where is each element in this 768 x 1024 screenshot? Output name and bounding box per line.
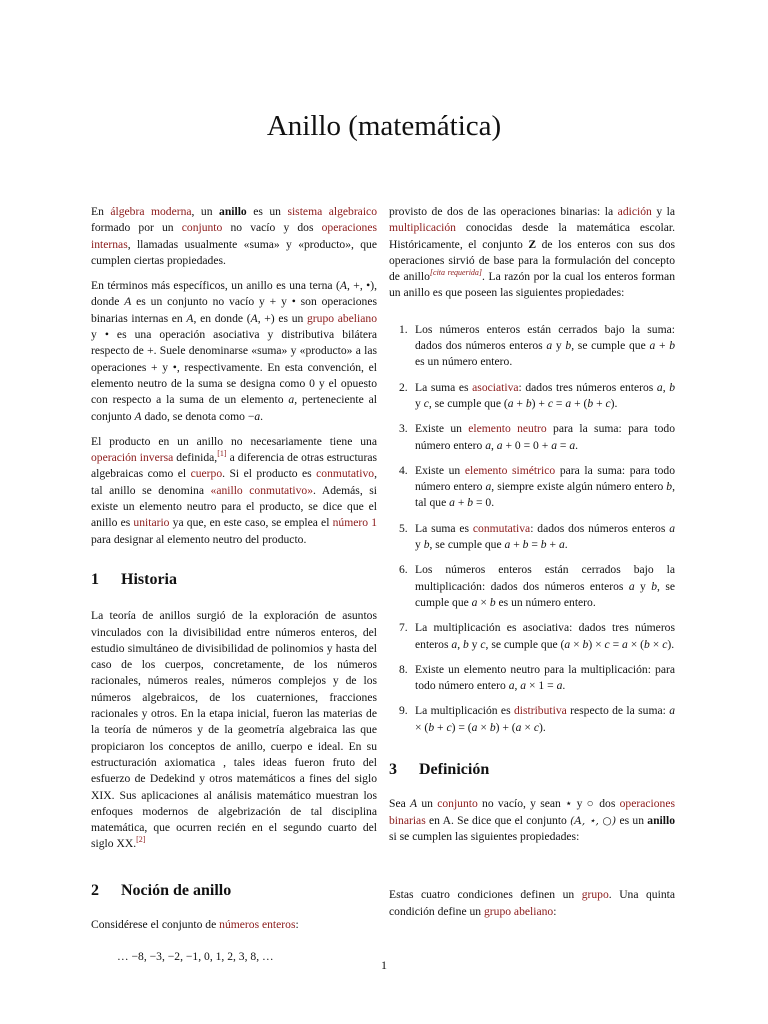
text-run: + [454,496,468,510]
text-run: ya que, en este caso, se emplea el [169,516,333,530]
math-variable: b [525,396,532,410]
text-run: es un conjunto no vacío y + y • son operaciones binarias internas en [91,295,377,325]
math-variable: b [462,637,469,651]
formula: (A, ⋆, ○) [570,814,617,827]
text-run: si se cumplen las siguientes propiedades: [389,829,580,843]
text-run: = 0. [473,496,495,510]
text-run: ) + [531,396,548,410]
text-run: respecto de la suma: [566,704,670,718]
text-run: × [477,720,490,734]
text-run: , se cumple que ( [428,396,508,410]
inline-link[interactable]: grupo [581,888,609,902]
text-run: . [562,679,566,693]
property-item [389,463,675,512]
math-variable: c [604,637,610,651]
property-item [389,521,675,554]
text-run: : dados tres números enteros [518,380,657,394]
inline-link[interactable]: unitario [133,516,170,530]
historia-text: La teoría de anillos surgió de la exploración de asuntos vinculados con la divisibilidad entre números enteros, del estudio simultáneo de divisibilidad de polinomios y hasta del caso de los cuerpos, concretamente, de los números racionales, números reales, números complejos y de los números algebraicos, de los cuaterniones, fracciones racionales y otros. En la etapa inicial, fueron las materias de la teoría de números y de la geometría algebraica las que propiciaron los conceptos de anillo, cuerpo e ideal. En su estructuración axiomatica , tales ideas fueron fruto del esfuerzo de Dedekind y otros matemáticos a fines del siglo XIX. Sus aplicaciones al análisis matemático muestran los enfoques modernos de algebrización de tal disciplina matemática, que ocurren recién en el segundo cuarto del siglo XX. [91,609,377,851]
math-variable: A [339,279,347,293]
right-column [389,204,675,929]
text-run: + [513,396,526,410]
text-run: = [528,538,541,552]
text-run: de los enteros con sus dos operaciones sirvió de base para la formulación del concepto de anillo [389,237,675,284]
inline-link[interactable]: distributiva [513,704,567,718]
property-number: 2. [399,380,408,394]
math-variable: b [423,538,430,552]
text-run: es un número entero. [415,355,513,369]
math-variable: A [134,409,142,423]
text-run: provisto de dos de las operaciones binarias: la [389,205,618,218]
math-variable: a [551,438,557,452]
math-variable: c [605,396,611,410]
text-run: : dados dos números enteros [530,521,670,535]
math-variable: b [587,396,594,410]
text-run: ). [667,637,675,651]
math-variable: A [410,797,418,811]
math-variable: a [649,339,656,353]
math-variable: a [564,637,571,651]
inline-link[interactable]: operaciones internas [91,221,377,251]
section-title: Noción de anillo [121,881,232,899]
property-number: 3. [399,422,408,436]
text-run: , se cumple que [415,579,675,609]
text-run: = [553,396,566,410]
inline-link[interactable]: multiplicación [389,221,456,235]
right-intro-paragraph [389,204,675,302]
math-variable: b [489,595,496,609]
math-variable: b [540,538,547,552]
text-run: ) = ( [451,720,472,734]
ref-link[interactable]: [1] [217,449,227,459]
text-run: : [295,917,299,931]
text-run: Sea [389,797,410,811]
math-variable: A [124,295,132,309]
text-run: La suma es [415,521,473,535]
math-variable: b [666,480,673,494]
property-item [389,703,675,736]
text-run: × 1 = [526,679,557,693]
math-variable: a [451,637,458,651]
section-number: 3 [389,761,397,779]
math-variable: c [662,637,668,651]
intro-paragraph-1 [91,204,377,269]
inline-link[interactable]: elemento simétrico [464,463,556,477]
property-item [389,662,675,695]
inline-link[interactable]: cuerpo [190,467,223,481]
math-variable: a [504,538,511,552]
inline-link[interactable]: sistema algebraico [287,205,377,218]
math-variable: a [546,339,553,353]
property-number: 6. [399,563,408,577]
text-run: para designar al elemento neutro del producto. [91,532,307,546]
ref-link-2[interactable]: [2] [136,835,146,845]
text-run: y [634,579,652,593]
text-run: × [477,595,490,609]
nocion-intro [91,917,377,933]
text-run: Los números enteros están cerrados bajo la multiplicación: dados dos números enteros [415,563,675,593]
intro-paragraph-2 [91,278,377,425]
math-variable: c [446,720,452,734]
inline-link[interactable]: elemento neutro [468,422,547,436]
property-number: 1. [399,322,408,336]
bold-term: Z [528,237,537,251]
text-run: = [609,637,623,651]
math-variable: a [471,720,478,734]
text-run: En [91,205,111,218]
math-variable: a [485,480,492,494]
math-variable: a [565,396,572,410]
inline-link[interactable]: grupo abeliano [306,311,377,325]
text-run: Considérese el conjunto de [91,917,220,931]
inline-link[interactable]: números enteros [219,917,296,931]
math-variable: a [622,637,628,651]
math-variable: a [471,595,478,609]
text-run: y [552,339,566,353]
section-title: Definición [419,761,490,779]
math-variable: b [467,496,474,510]
inline-link[interactable]: conjunto [181,221,223,235]
math-variable: b [669,380,675,394]
text-run: en A. Se dice que el conjunto [425,813,571,827]
math-variable: a [656,380,663,394]
text-run: Existe un [415,463,465,477]
math-variable: a [556,679,563,693]
text-run: . La razón por la cual los enteros forman un anillo es que poseen las siguientes propiedades: [389,270,675,300]
citation-needed-link[interactable]: [cita requerida] [429,268,483,278]
text-run: + 0 = 0 + [502,438,552,452]
definicion-conclusion [389,887,675,920]
inline-link[interactable]: conjunto [437,797,478,811]
math-variable: a [558,538,565,552]
section-number: 1 [91,570,99,588]
text-run: + [434,720,447,734]
text-run: , [457,637,463,651]
math-variable: a [449,496,455,510]
property-number: 4. [399,463,408,477]
text-run: y [415,396,424,410]
text-run: , [662,380,670,394]
inline-link[interactable]: operación inversa [91,451,174,465]
section-heading-definicion [389,762,675,778]
math-variable: a [507,396,514,410]
math-variable: a [569,438,576,452]
text-run: En términos más específicos, un anillo es una terna ( [91,279,340,293]
text-run: para la suma: para todo número entero [415,463,675,494]
text-run: formado por un [91,221,182,235]
text-run: × ( [415,720,429,734]
text-run: + [655,339,670,353]
intro-paragraph-3 [91,434,377,548]
inline-link[interactable]: conmutativo [316,467,375,481]
math-variable: a [508,679,515,693]
math-variable: b [565,339,572,353]
text-run: y [468,637,481,651]
math-variable: A [250,311,258,325]
math-variable: b [522,538,529,552]
math-variable: b [669,339,675,353]
math-variable: a [669,521,675,535]
math-variable: b [582,637,589,651]
text-run: × ( [627,637,645,651]
text-run: , +, •), donde [91,279,377,309]
text-run: El producto en un anillo no necesariamente tiene una [91,434,377,448]
property-item [389,562,675,611]
definicion-paragraph [389,796,675,845]
text-run: es un [616,813,648,827]
page-title: Anillo (matemática) [266,110,502,142]
text-run: + ( [571,396,588,410]
text-run: Los números enteros están cerrados bajo la suma: dados dos números enteros [415,322,675,353]
property-item [389,421,675,454]
text-run: es un número entero. [495,595,596,609]
math-variable: a [520,679,527,693]
text-run: a diferencia de otras estructuras algebraicas como el [91,451,377,481]
text-run: Estas cuatro condiciones definen un [389,888,582,902]
math-variable: c [547,396,554,410]
text-run: , tal que [415,480,675,510]
text-run: . Si el producto es [222,467,317,481]
property-item [389,322,675,371]
math-variable: a [515,720,522,734]
text-run: . Además, si existe un elemento neutro para el producto, se dice que el anillo es [91,483,377,530]
inline-link[interactable]: número 1 [332,516,377,530]
left-column [91,204,377,975]
text-run: , [514,679,521,693]
math-variable: b [428,720,435,734]
text-run: La multiplicación es [415,704,514,718]
text-run: , en donde ( [193,311,251,325]
text-run: dado, se denota como − [141,409,255,423]
text-run: , +) es un [257,311,307,325]
inline-link[interactable]: adición [617,205,652,218]
text-run: + [593,396,606,410]
text-run: Existe un [415,422,469,436]
text-run: , llamadas usualmente «suma» y «producto», que cumplen ciertas propiedades. [91,237,377,267]
text-run: = [556,438,570,452]
math-variable: a [496,438,503,452]
text-run: + [546,538,559,552]
math-variable: c [423,396,429,410]
text-run: × [570,637,583,651]
text-run: ) + ( [495,720,516,734]
properties-list [389,322,675,736]
text-run: y • es una operación asociativa y distributiva bilátera respecto de +. Suele denominarse «suma» y «producto» a las operaciones + y •, respectivamente. En esta convención, el elemento neutro de la suma se designa como 0 y el opuesto con respecto a la suma de un elemento [91,328,377,407]
property-number: 8. [399,662,408,676]
text-run: . [575,438,579,452]
text-run: + [510,538,523,552]
text-run: : [553,904,557,918]
text-run: . [260,409,264,423]
math-variable: a [485,438,491,452]
text-run: , perteneciente al conjunto [91,393,377,423]
text-run: ). [610,396,618,410]
section-title: Historia [121,570,177,588]
property-number: 9. [399,704,408,718]
historia-paragraph [91,608,377,852]
bold-term: anillo [219,205,247,218]
property-number: 7. [399,621,408,635]
math-variable: b [651,579,658,593]
section-number: 2 [91,881,99,899]
math-variable: A [186,311,194,325]
text-run: un [417,797,438,811]
bold-term: anillo [647,813,675,827]
section-heading-nocion [91,883,377,899]
text-run: definida, [173,451,218,465]
section-heading-historia [91,572,377,588]
property-item [389,620,675,653]
text-run: para la suma: para todo número entero [415,422,675,452]
text-run: es un [246,205,288,218]
math-variable: b [489,720,496,734]
property-number: 5. [399,521,408,535]
text-run: , se cumple que [571,339,650,353]
text-run: × [649,637,663,651]
text-run: , siempre existe algún número entero [491,480,667,494]
property-item [389,380,675,413]
math-variable: c [480,637,486,651]
text-run: , [490,438,497,452]
math-variable: c [533,720,539,734]
page-number: 1 [381,958,387,972]
math-variable: a [288,393,295,407]
inline-link[interactable]: conmutativa [472,521,531,535]
text-run: y la [651,205,675,218]
text-run: La multiplicación es asociativa: dados tres números enteros [415,621,675,651]
text-run: . [564,538,568,552]
text-run: , se cumple que [429,538,505,552]
integer-sequence: … −8, −3, −2, −1, 0, 1, 2, 3, 8, … [117,950,274,964]
text-run: , se cumple que ( [485,637,565,651]
text-run: Existe un elemento neutro para la multiplicación: para todo número entero [415,662,675,693]
math-variable: a [254,409,261,423]
text-run: no vacío y dos [222,221,322,235]
text-run: × [521,720,534,734]
text-run: La suma es [415,380,473,394]
text-run: . Una quinta condición define un [389,888,675,918]
math-variable: a [669,704,675,718]
text-run: y [415,538,424,552]
text-run: conocidas desde la matemática escolar. Históricamente, el conjunto [389,221,675,251]
inline-link[interactable]: grupo abeliano [483,904,554,918]
math-variable: a [628,579,635,593]
text-run: , tal anillo se denomina [91,467,377,497]
math-variable: b [644,637,650,651]
text-run: , un [191,205,220,218]
inline-link[interactable]: operaciones binarias [389,797,675,827]
text-run: no vacío, y sean ⋆ y ○ dos [477,797,620,811]
inline-link[interactable]: asociativa [472,380,519,394]
inline-link[interactable]: álgebra moderna [110,205,192,218]
text-run: ). [538,720,546,734]
inline-link[interactable]: «anillo conmutativo» [210,483,314,497]
text-run: ) × [588,637,605,651]
